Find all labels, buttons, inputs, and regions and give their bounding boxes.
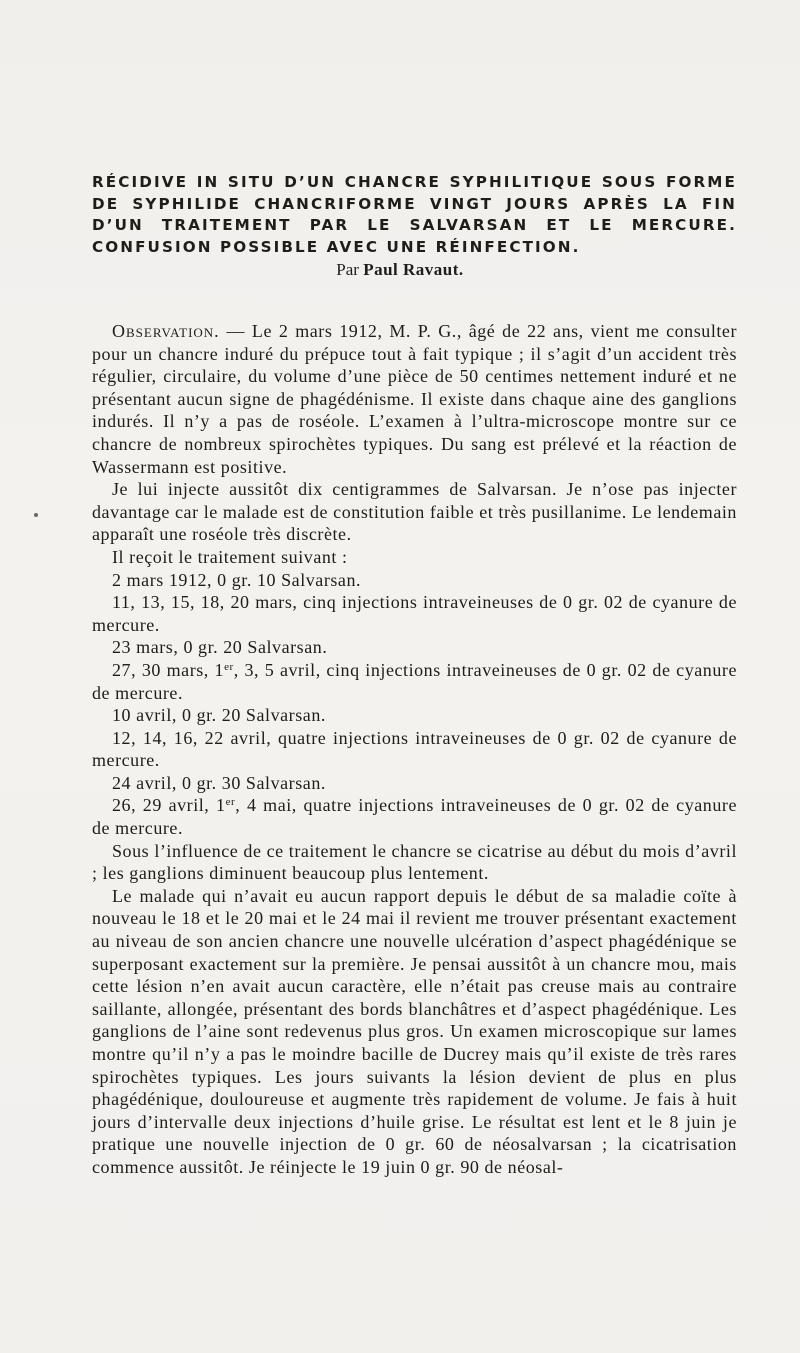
superscript: er bbox=[225, 796, 236, 809]
paragraph-text: 12, 14, 16, 22 avril, quatre injections intraveineuses de 0 gr. 02 de cyanure de mercure. bbox=[92, 727, 737, 771]
treatment-line bbox=[92, 794, 737, 839]
paragraph-text: Le malade qui n’avait eu aucun rapport depuis le début de sa maladie coïte à nouveau le 18 et le 20 mai et le 24 mai il revient me trouver présentant exactement au niveau de son ancien chancre une nouvelle ulcération d’aspect phagédénique se superposant exactement sur la première. Je pensai aussitôt à un chancre mou, mais cette lésion n’en avait aucun caractère, elle n’était pas creuse mais au contraire saillante, allongée, présentant des bords blanchâtres et d’aspect phagédénique. Les ganglions de l’aine sont redevenus plus gros. Un examen microscopique sur lames montre qu’il n’y a pas le moindre bacille de Ducrey mais qu’il existe de très rares spirochètes typiques. Les jours suivants la lésion devient de plus en plus phagédénique, douloureuse et augmente très rapidement de volume. Je fais à huit jours d’intervalle deux injections d’huile grise. Le résultat est lent et le 8 juin je pratique une nouvelle injection de 0 gr. 60 de néosalvarsan ; la cicatrisation commence aussitôt. Je réinjecte le 19 juin 0 gr. 90 de néosal- bbox=[92, 885, 737, 1177]
treatment-line bbox=[92, 591, 737, 636]
author-name: Paul Ravaut. bbox=[363, 260, 464, 279]
paragraph-text: — Le 2 mars 1912, M. P. G., âgé de 22 ans, vient me consulter pour un chancre induré du prépuce tout à fait typique ; il s’agit d’un accident très régulier, circulaire, du volume d’une pièce de 50 centimes nettement induré et ne présentant aucun signe de phagédénisme. Il existe dans chaque aine des ganglions indurés. Il n’y a pas de roséole. L’examen à l’ultra-microscope montre sur ce chancre de nombreux spirochètes typiques. Du sang est prélevé et la réaction de Wassermann est positive. bbox=[92, 321, 737, 477]
title-line: D’UN TRAITEMENT PAR LE SALVARSAN ET LE MERCURE. bbox=[92, 216, 737, 234]
treatment-line bbox=[92, 704, 737, 727]
treatment-line bbox=[92, 727, 737, 772]
article-body bbox=[92, 320, 737, 1179]
paragraph bbox=[92, 840, 737, 885]
treatment-line bbox=[92, 772, 737, 795]
superscript: er bbox=[224, 660, 234, 673]
paragraph bbox=[92, 546, 737, 569]
paragraph-text: Je lui injecte aussitôt dix centigrammes de Salvarsan. Je n’ose pas injecter davantage car le malade est de constitution faible et très pusillanime. Le lendemain apparaît une roséole très discrète. bbox=[92, 479, 737, 545]
paragraph-text: 27, 30 mars, 1 bbox=[112, 659, 225, 680]
treatment-line bbox=[92, 659, 737, 704]
paragraph-text: 24 avril, 0 gr. 30 Salvarsan. bbox=[112, 772, 326, 793]
paragraph-text: , 3, 5 avril, cinq injections intraveineuses de 0 gr. 02 de cyanure de mercure. bbox=[92, 659, 737, 703]
paragraph bbox=[92, 478, 737, 546]
treatment-line bbox=[92, 569, 737, 592]
paragraph-text: Il reçoit le traitement suivant : bbox=[112, 546, 348, 567]
paragraph-text: 2 mars 1912, 0 gr. 10 Salvarsan. bbox=[112, 569, 362, 590]
ink-speck bbox=[34, 513, 38, 517]
paragraph-text: 11, 13, 15, 18, 20 mars, cinq injections intraveineuses de 0 gr. 02 de cyanure de mercure. bbox=[92, 592, 737, 635]
paragraph-text: Sous l’influence de ce traitement le chancre se cicatrise au début du mois d’avril ; les ganglions diminuent beaucoup plus lentement. bbox=[92, 840, 737, 884]
section-lead: Observation. bbox=[112, 321, 220, 341]
title-line: RÉCIDIVE IN SITU D’UN CHANCRE SYPHILITIQUE SOUS FORME bbox=[92, 173, 737, 191]
paragraph-text: 10 avril, 0 gr. 20 Salvarsan. bbox=[112, 705, 326, 726]
paragraph bbox=[92, 885, 737, 1179]
title-line: CONFUSION POSSIBLE AVEC UNE RÉINFECTION. bbox=[92, 237, 581, 256]
paragraph-text: 23 mars, 0 gr. 20 Salvarsan. bbox=[112, 637, 328, 658]
article-title bbox=[92, 172, 737, 258]
byline bbox=[0, 260, 800, 280]
paragraph bbox=[92, 320, 737, 478]
treatment-line bbox=[92, 636, 737, 659]
paragraph-text: , 4 mai, quatre injections intraveineuses de 0 gr. 02 de cyanure de mercure. bbox=[92, 795, 737, 839]
byline-prefix: Par bbox=[336, 260, 359, 279]
paragraph-text: 26, 29 avril, 1 bbox=[112, 795, 226, 816]
title-line: DE SYPHILIDE CHANCRIFORME VINGT JOURS APRÈS LA FIN bbox=[92, 194, 737, 213]
